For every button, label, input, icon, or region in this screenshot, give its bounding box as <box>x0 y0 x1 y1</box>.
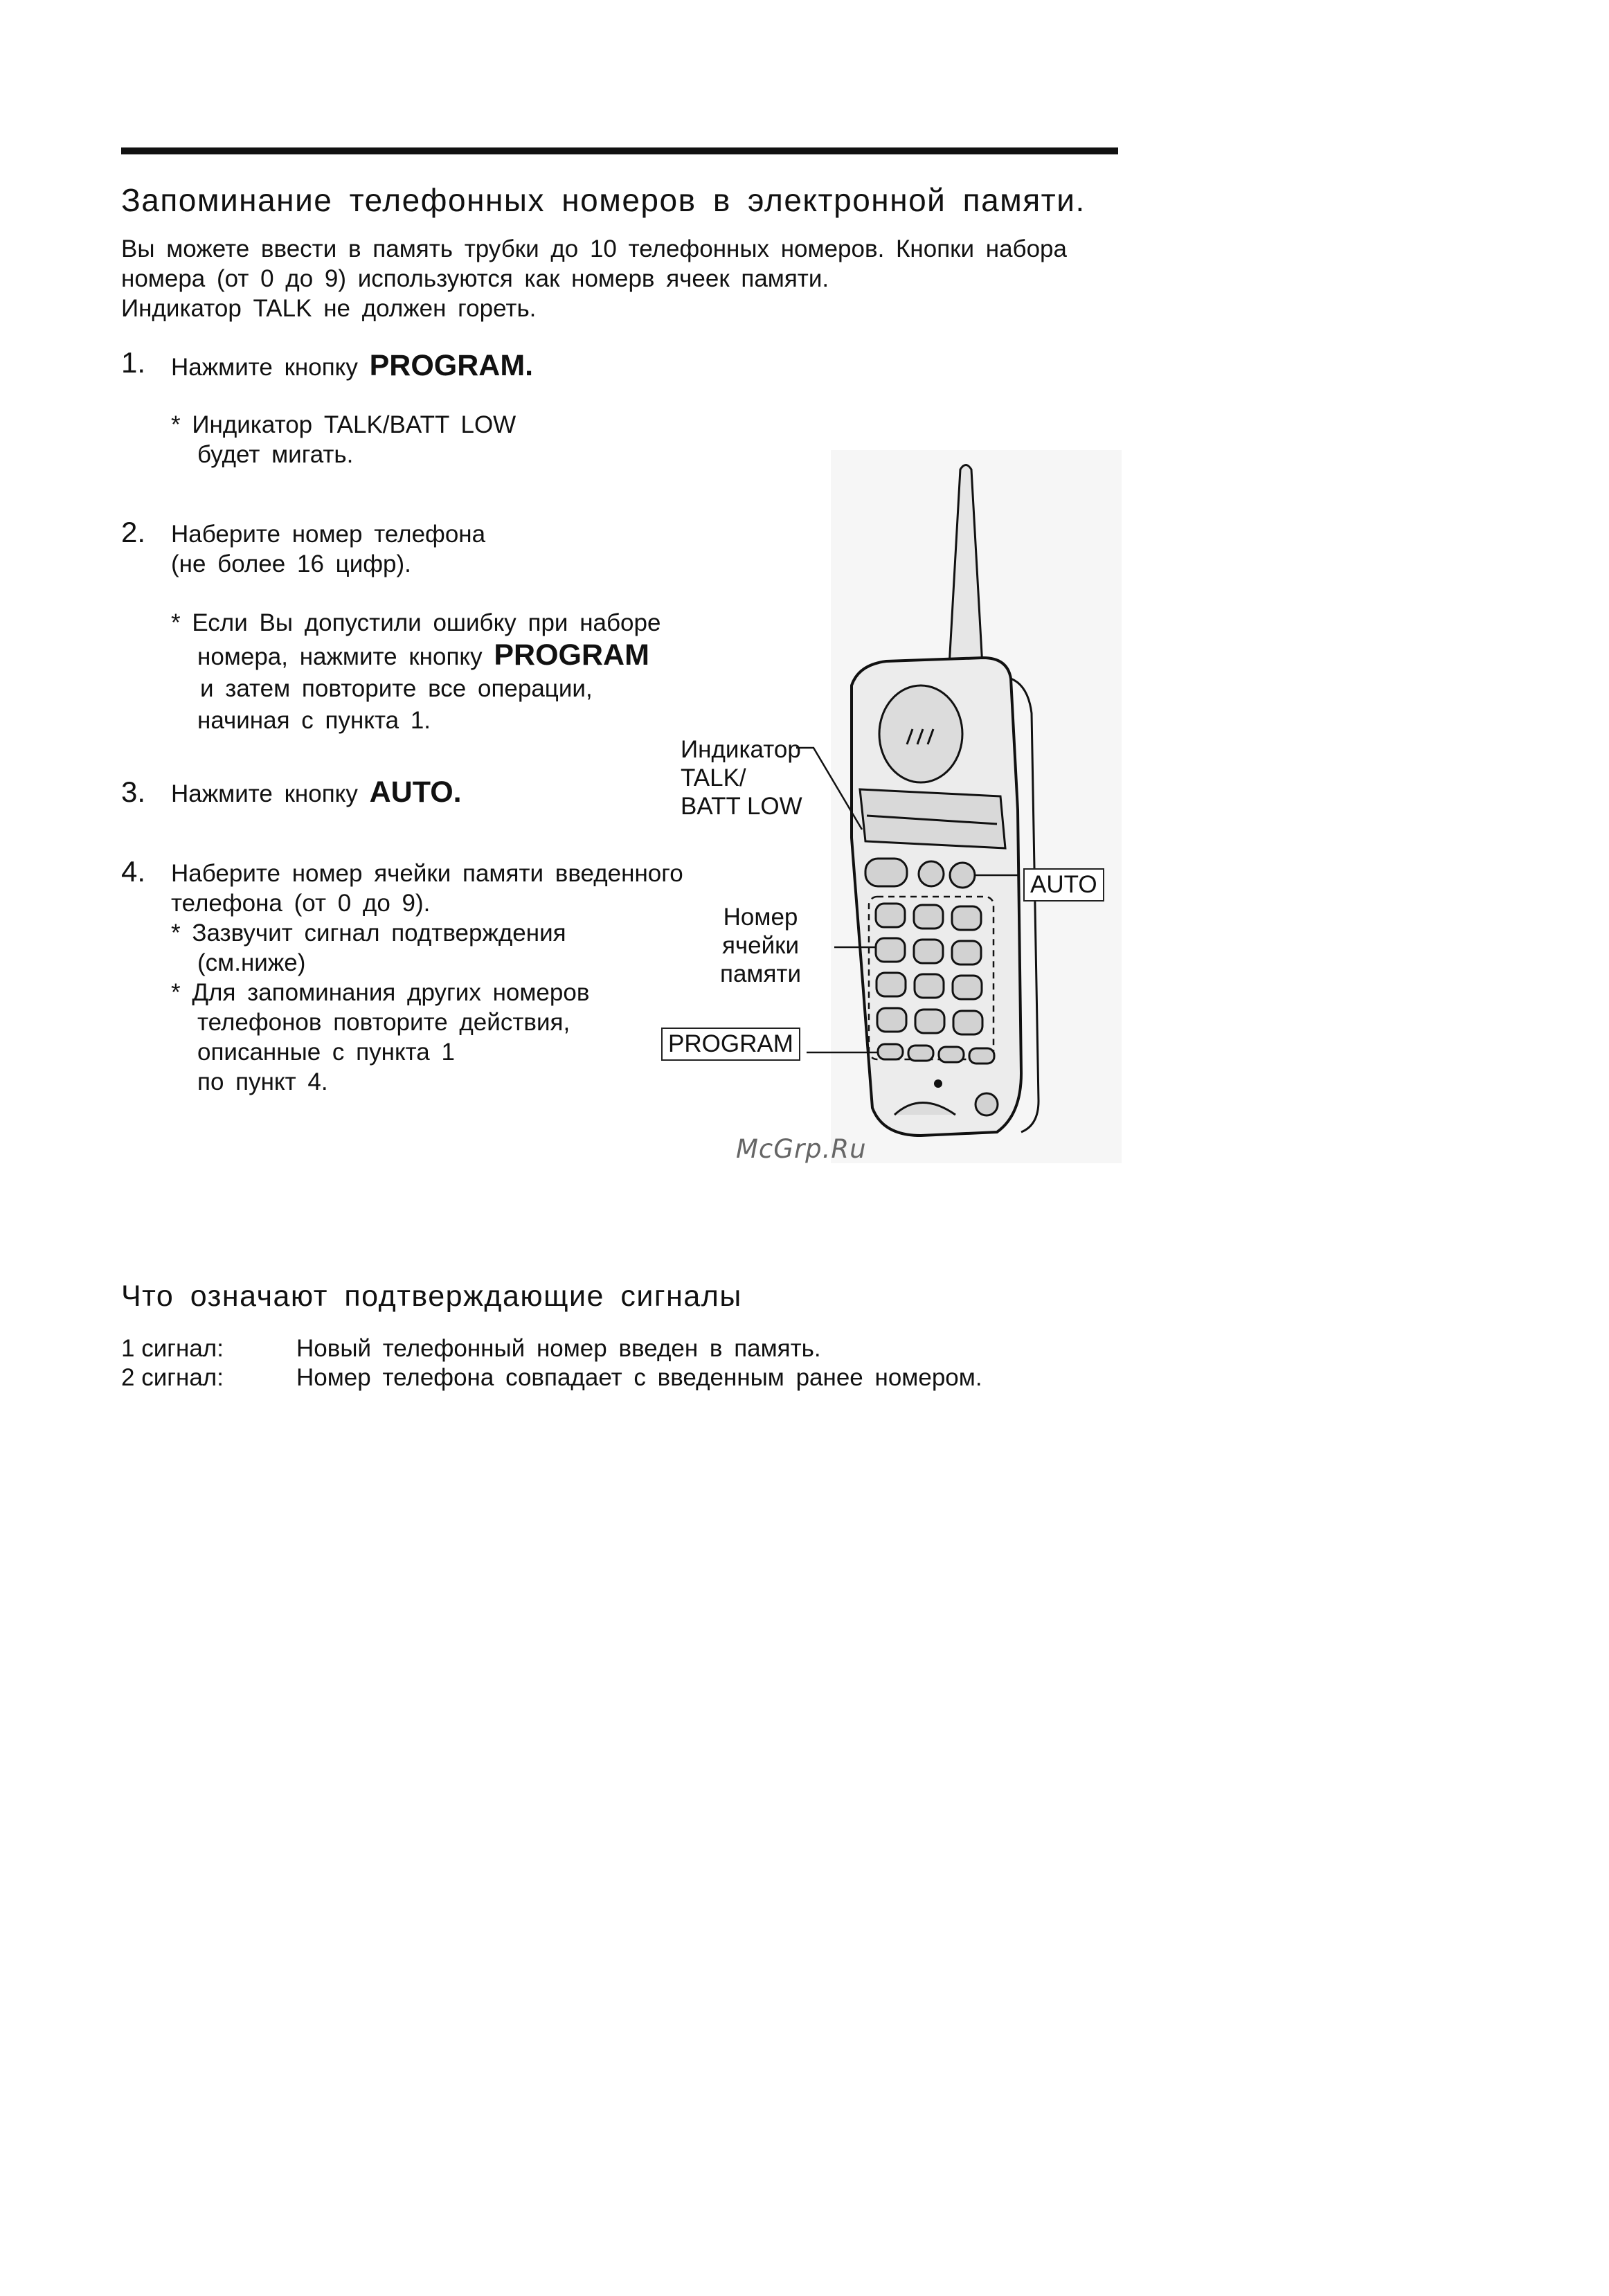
indicator-window <box>860 789 1005 848</box>
memory-callout <box>720 903 801 988</box>
signal-label: 1 сигнал: <box>121 1335 224 1362</box>
callout-line: TALK/ <box>681 764 746 791</box>
step-number: 2. <box>121 516 146 548</box>
auto-button[interactable] <box>950 863 975 888</box>
program-callout: PROGRAM <box>661 1028 800 1061</box>
callout-line: памяти <box>720 960 802 987</box>
watermark: McGrp.Ru <box>736 1134 867 1164</box>
indicator-callout <box>681 735 802 820</box>
step-number: 1. <box>121 346 146 379</box>
step-2-note <box>171 607 660 737</box>
auto-callout: AUTO <box>1023 868 1104 902</box>
step-line: Наберите номер телефона <box>171 521 486 548</box>
step-4-text <box>171 859 683 1097</box>
signal-text: Номер телефона совпадает с введенным ранее номером. <box>296 1364 982 1391</box>
key-0[interactable] <box>915 1010 944 1033</box>
function-button[interactable] <box>969 1048 994 1064</box>
intro-line: номера (от 0 до 9) используются как номерв ячеек памяти. <box>121 265 829 292</box>
key-hash[interactable] <box>953 1011 982 1034</box>
program-keyword: PROGRAM. <box>369 349 534 382</box>
callout-line: Индикатор <box>681 736 801 763</box>
note-line: * Если Вы допустили ошибку при наборе <box>171 609 661 636</box>
note-line <box>171 639 660 673</box>
note-text: номера, нажмите кнопку <box>197 643 483 670</box>
note-line: * Для запоминания других номеров <box>171 979 590 1006</box>
callout-line: BATT LOW <box>681 793 802 820</box>
note-line: * Индикатор TALK/BATT LOW <box>171 411 516 438</box>
key-6[interactable] <box>952 941 981 965</box>
key-8[interactable] <box>915 974 944 998</box>
talk-button[interactable] <box>865 859 907 886</box>
key-3[interactable] <box>952 906 981 930</box>
signals-title: Что означают подтверждающие сигналы <box>121 1280 742 1313</box>
step-2-text <box>171 519 485 579</box>
program-button[interactable] <box>878 1044 903 1059</box>
note-line: (см.ниже) <box>197 949 306 976</box>
key-1[interactable] <box>876 904 905 927</box>
note-line: и затем повторите все операции, <box>200 675 593 702</box>
key-5[interactable] <box>914 940 943 963</box>
section-title: Запоминание телефонных номеров в электронной памяти. <box>121 182 1086 218</box>
signal-label: 2 сигнал: <box>121 1364 224 1391</box>
note-line: телефонов повторите действия, <box>197 1009 570 1036</box>
key-7[interactable] <box>877 973 906 996</box>
function-button[interactable] <box>908 1046 933 1061</box>
key-star[interactable] <box>877 1008 906 1032</box>
step-1-note <box>171 410 516 469</box>
note-line: начиная с пункта 1. <box>197 707 431 734</box>
led-dot <box>934 1079 942 1088</box>
note-line: описанные с пункта 1 <box>197 1039 455 1066</box>
top-rule <box>121 147 1118 154</box>
callout-line: Номер <box>723 904 798 931</box>
note-line: * Зазвучит сигнал подтверждения <box>171 920 566 947</box>
key-2[interactable] <box>914 905 943 929</box>
note-line: будет мигать. <box>197 441 354 468</box>
callout-line: ячейки <box>721 932 800 959</box>
step-line: (не более 16 цифр). <box>171 550 411 577</box>
intro-line: Вы можете ввести в память трубки до 10 телефонных номеров. Кнопки набора <box>121 235 1067 262</box>
key-4[interactable] <box>876 938 905 962</box>
step-3-label: Нажмите кнопку <box>171 780 358 807</box>
intro-line: Индикатор TALK не должен гореть. <box>121 295 537 322</box>
function-button[interactable] <box>939 1047 964 1062</box>
step-1-label: Нажмите кнопку <box>171 354 358 381</box>
signal-text: Новый телефонный номер введен в память. <box>296 1335 821 1362</box>
intro-paragraph <box>121 234 1067 323</box>
auto-keyword: AUTO. <box>369 775 462 809</box>
step-line: телефона (от 0 до 9). <box>171 890 431 917</box>
step-1-text <box>171 349 533 383</box>
program-keyword: PROGRAM <box>494 638 649 672</box>
step-3-text <box>171 775 462 809</box>
small-round-button[interactable] <box>976 1093 998 1115</box>
key-9[interactable] <box>953 976 982 999</box>
note-line: по пункт 4. <box>197 1068 328 1095</box>
step-number: 3. <box>121 775 146 808</box>
round-button[interactable] <box>919 861 944 886</box>
step-line: Наберите номер ячейки памяти введенного <box>171 860 683 887</box>
step-number: 4. <box>121 855 146 888</box>
